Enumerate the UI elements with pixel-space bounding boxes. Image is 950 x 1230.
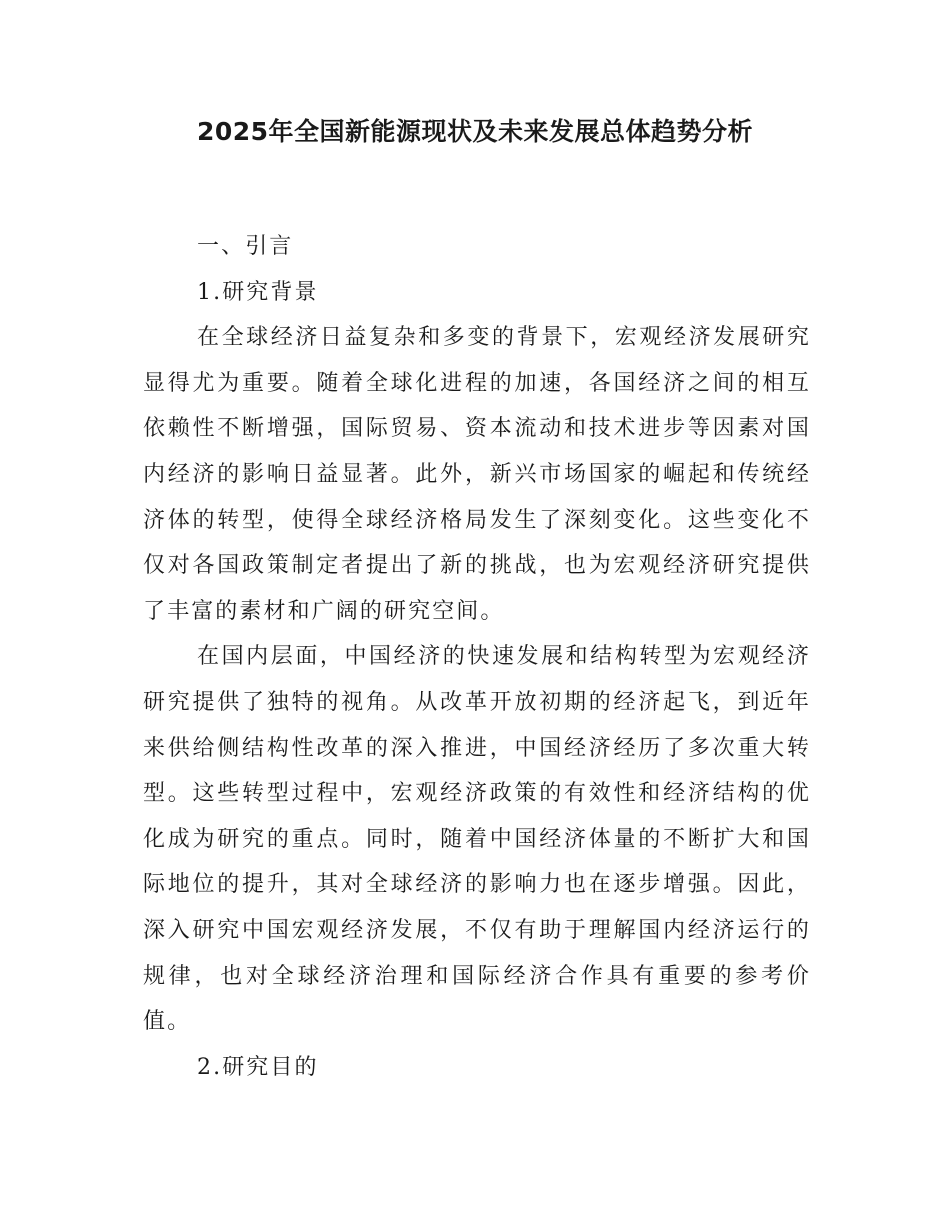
paragraph-background-domestic: 在国内层面，中国经济的快速发展和结构转型为宏观经济研究提供了独特的视角。从改革开放初期的经济起飞，到近年来供给侧结构性改革的深入推进，中国经济经历了多次重大转型。这些转型过程中，宏观经济政策的有效性和经济结构的优化成为研究的重点。同时，随着中国经济体量的不断扩大和国际地位的提升，其对全球经济的影响力也在逐步增强。因此，深入研究中国宏观经济发展，不仅有助于理解国内经济运行的规律，也对全球经济治理和国际经济合作具有重要的参考价值。 <box>143 644 811 1035</box>
section-heading: 一、引言 <box>197 234 294 259</box>
subsection-heading-background: 1.研究背景 <box>197 279 319 305</box>
document-title: 2025年全国新能源现状及未来发展总体趋势分析 <box>196 117 754 146</box>
paragraph-background-global: 在全球经济日益复杂和多变的背景下，宏观经济发展研究显得尤为重要。随着全球化进程的加速，各国经济之间的相互依赖性不断增强，国际贸易、资本流动和技术进步等因素对国内经济的影响日益显著。此外，新兴市场国家的崛起和传统经济体的转型，使得全球经济格局发生了深刻变化。这些变化不仅对各国政策制定者提出了新的挑战，也为宏观经济研究提供了丰富的素材和广阔的研究空间。 <box>143 325 811 624</box>
document-body <box>143 224 811 1090</box>
subsection-heading-purpose: 2.研究目的 <box>197 1054 319 1080</box>
